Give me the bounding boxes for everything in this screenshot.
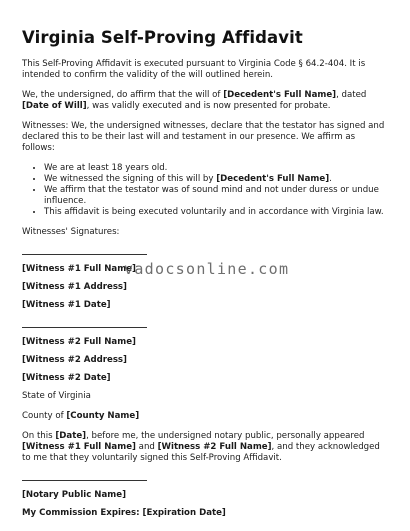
witness-1-signature-line	[22, 254, 147, 255]
notary-paragraph	[22, 431, 390, 464]
bullet-text: .	[329, 174, 332, 184]
affirm-text-1: We, the undersigned, do affirm that the will of	[22, 90, 224, 100]
affirm-text-2: , dated	[336, 90, 367, 100]
list-item: • This affidavit is being executed voluntarily and in accordance with Virginia law.	[44, 207, 390, 218]
notary-text-2: , before me, the undersigned notary public, personally appeared	[86, 431, 365, 441]
witness-1-name: [Witness #1 Full Name]	[22, 264, 136, 274]
witness-2-placeholder: [Witness #2 Full Name]	[157, 442, 272, 452]
witness-2-date: [Witness #2 Date]	[22, 373, 111, 383]
decedent-name-placeholder: [Decedent's Full Name]	[216, 174, 330, 184]
notary-signature-line	[22, 480, 147, 481]
intro-paragraph: This Self-Proving Affidavit is executed pursuant to Virginia Code § 64.2-404. It is intended to confirm the validity of the will outlined herein.	[22, 59, 366, 80]
notary-text-1: On this	[22, 431, 56, 441]
witness-2-signature-line	[22, 327, 147, 328]
witness-1-address: [Witness #1 Address]	[22, 282, 127, 292]
witness-1-date: [Witness #1 Date]	[22, 300, 111, 310]
county-line	[22, 411, 390, 422]
witnesses-intro-paragraph: Witnesses: We, the undersigned witnesses, declare that the testator has signed and declared this to be their last will and testament in our presence. We affirm as follows:	[22, 121, 385, 153]
notary-text-4: , and they acknowledged to me that they voluntarily signed this Self-Proving Affidavit.	[22, 442, 380, 463]
watermark: vadocsonline.com	[124, 260, 290, 278]
document-title: Virginia Self-Proving Affidavit	[22, 28, 303, 47]
affirmation-paragraph	[22, 90, 390, 112]
bullet-text: We witnessed the signing of this will by	[44, 174, 217, 184]
witness-2-address: [Witness #2 Address]	[22, 355, 127, 365]
commission-expiration: My Commission Expires: [Expiration Date]	[22, 508, 226, 518]
county-placeholder: [County Name]	[66, 411, 140, 421]
affirm-text-3: , was validly executed and is now presented for probate.	[86, 101, 331, 111]
date-placeholder: [Date]	[55, 431, 87, 441]
affirmation-list	[22, 163, 390, 218]
will-date-placeholder: [Date of Will]	[22, 101, 87, 111]
signatures-label: Witnesses' Signatures:	[22, 227, 120, 237]
state-line: State of Virginia	[22, 391, 91, 401]
list-item	[44, 174, 390, 185]
witness-1-placeholder: [Witness #1 Full Name]	[22, 442, 136, 452]
notary-text-3: and	[135, 442, 158, 452]
decedent-name-placeholder: [Decedent's Full Name]	[223, 90, 337, 100]
notary-name: [Notary Public Name]	[22, 490, 127, 500]
county-label: County of	[22, 411, 67, 421]
list-item: • We affirm that the testator was of sound mind and not under duress or undue influence.	[44, 185, 390, 207]
witness-2-name: [Witness #2 Full Name]	[22, 337, 136, 347]
list-item: • We are at least 18 years old.	[44, 163, 390, 174]
